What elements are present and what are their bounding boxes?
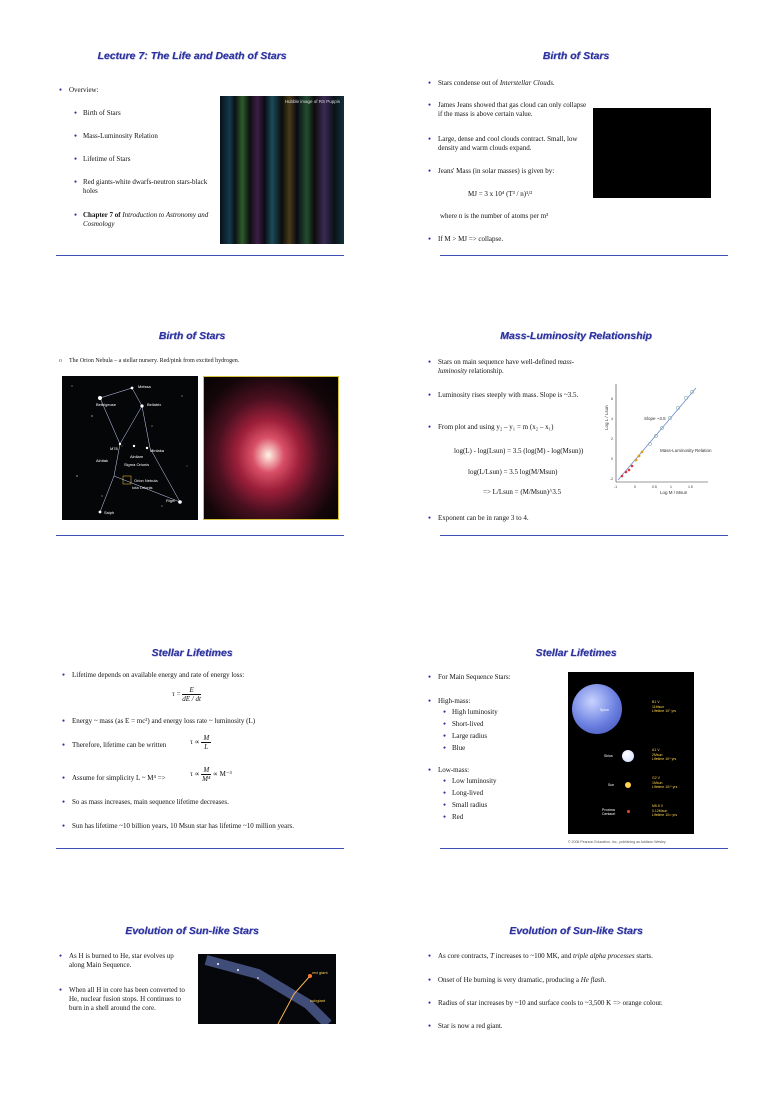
hr-diagram <box>198 954 336 1024</box>
label-sigma-orionis: Sigma Orionis <box>124 462 150 467</box>
relation-label: Mass-Luminosity Relation <box>660 448 712 453</box>
label-betelgeuse: Betelgeuse <box>96 402 117 407</box>
slide-title: Stellar Lifetimes <box>535 647 617 659</box>
bullet: ● Energy ~ mass (as E = mc²) and energy loss rate ~ luminosity (L) <box>72 717 255 726</box>
bullet: ● Overview: <box>69 86 99 95</box>
slide-rule <box>440 535 728 536</box>
slide-3 <box>0 280 384 560</box>
spica-star <box>572 684 622 734</box>
sub-bullet: ● Lifetime of Stars <box>83 155 130 164</box>
slide-title: Birth of Stars <box>542 50 610 62</box>
star-sizes-image <box>568 672 694 834</box>
label-mintaka: Mintaka <box>150 448 165 453</box>
bullet: ● Star is now a red giant. <box>438 1022 503 1031</box>
label-alnitak: Alnitak <box>96 458 109 463</box>
subgiant-label: subgiant <box>310 998 326 1003</box>
slide-rule <box>440 255 728 256</box>
bullet-1: ● Stars condense out of Interstellar Clouds. <box>438 79 555 88</box>
jeans-equation: MJ = 3 x 10⁴ (T³ / n)¹/² <box>468 190 533 198</box>
slide-title: Mass-Luminosity Relationship <box>500 330 652 342</box>
sub-bullet: ● Short-lived <box>452 720 484 729</box>
sub-bullet: ● Small radius <box>452 801 487 810</box>
slide-rule <box>56 535 344 536</box>
sun-label: Sun <box>608 783 615 787</box>
red-giant-label: red giant <box>312 970 328 975</box>
spica-info: B1 V 11Msun Lifetime 10⁷ yrs <box>652 700 677 713</box>
bullet: ● Luminosity rises steeply with mass. Slope is ~3.5. <box>438 391 583 400</box>
label-meissa: Meissa <box>138 384 151 389</box>
bullet-2: ● Onset of He burning is very dramatic, producing a He flash. <box>438 976 606 985</box>
x-tick: 0 <box>634 485 636 489</box>
spica-label: Spica <box>600 708 609 712</box>
sub-bullet-chapter: ● Chapter 7 of Introduction to Astronomy and Cosmology <box>83 211 218 229</box>
sirius-label: Sirius <box>604 754 613 758</box>
bullet: ● Jeans' Mass (in solar masses) is given by: <box>438 167 554 176</box>
bullet: ● For Main Sequence Stars: <box>438 673 511 682</box>
slide-6 <box>384 560 768 844</box>
tau-equation: τ = $\frac{E}{dE / dt}$ <box>172 686 201 703</box>
image-caption: Hubble image of RS Puppis <box>284 99 340 104</box>
lifetime-m3-equation: τ ∝ $\frac{M}{\text{M⁴}}$ ∝ M⁻³ <box>190 766 232 783</box>
slide-8 <box>384 840 768 1120</box>
slide-rule <box>56 255 344 256</box>
ml-equation-1: log(L) - log(Lsun) = 3.5 (log(M) - log(Msun)) <box>454 447 584 455</box>
x-tick: 1 <box>670 485 672 489</box>
label-alnilam: Alnilam <box>130 454 144 459</box>
sirius-star <box>622 750 634 762</box>
slide-title: Stellar Lifetimes <box>151 647 233 659</box>
sub-bullet: ● Mass-Luminosity Relation <box>83 132 158 141</box>
label-orion-nebula: Orion Nebula <box>134 478 158 483</box>
sirius-info: A1 V 2Msun Lifetime 10⁹ yrs <box>652 748 677 761</box>
sub-bullet: ● Low luminosity <box>452 777 497 786</box>
bullet: ● When all H in core has been converted to He, nuclear fusion stops. H continues to burn in a shell around the core. <box>69 986 189 1013</box>
y-tick: 2 <box>611 437 613 441</box>
sub-bullet: ● Red <box>452 813 463 822</box>
slide-2 <box>384 0 768 280</box>
y-tick: 0 <box>611 457 613 461</box>
bullet: ● High-mass: <box>438 697 470 706</box>
bullet: ● Large, dense and cool clouds contract. Small, low density and warm clouds expand. <box>438 135 588 153</box>
label-rigel: Rigel <box>166 498 176 503</box>
orion-nebula-image <box>203 376 339 520</box>
copyright: © 2006 Pearson Education, Inc., publishing as Addison Wesley <box>568 840 666 844</box>
bullet: ● Lifetime depends on available energy and rate of energy loss: <box>72 671 244 680</box>
orion-constellation-map <box>62 376 198 520</box>
label-bellatrix: Bellatrix <box>147 402 162 407</box>
label-m78: M78 <box>110 446 118 451</box>
slide-1 <box>0 0 384 280</box>
slide-title: Birth of Stars <box>158 330 226 342</box>
slide-7 <box>0 840 384 1120</box>
slope-label: Slope ~3.5 <box>644 416 666 421</box>
label-iota-orionis: Iota Orionis <box>132 485 153 490</box>
y-tick: -2 <box>610 477 614 481</box>
lifetime-ml-equation: τ ∝ $\frac{M}{L}$ <box>190 734 210 751</box>
sub-bullet: ● High luminosity <box>452 708 498 717</box>
bullet: ● From plot and using y₂ – y₁ = m (x₂ – x₁) <box>438 423 553 432</box>
x-axis-label: Log M / Msun <box>660 490 688 495</box>
bullet: ● Exponent can be in range 3 to 4. <box>438 514 529 523</box>
bullet: ● If M > MJ => collapse. <box>438 235 503 244</box>
equation-note: where n is the number of atoms per m³ <box>440 212 549 220</box>
x-tick: 0.5 <box>652 485 657 489</box>
bullet-1: ● As core contracts, T increases to ~100 MK, and triple alpha processes starts. <box>438 952 653 961</box>
slide-5 <box>0 560 384 840</box>
slide-title: Evolution of Sun-like Stars <box>509 925 643 937</box>
slide-title: Evolution of Sun-like Stars <box>125 925 259 937</box>
y-tick: 6 <box>611 397 613 401</box>
rs-puppis-image <box>220 96 344 244</box>
bullet: ● As H is burned to He, star evolves up along Main Sequence. <box>69 952 189 970</box>
bullet: o The Orion Nebula – a stellar nursery. Red/pink from excited hydrogen. <box>69 357 239 366</box>
sub-bullet: ● Blue <box>452 744 465 753</box>
ml-equation-3: => L/Lsun = (M/Msun)^3.5 <box>483 488 562 496</box>
cloud-image <box>593 108 711 198</box>
proxima-info: M5.5 V 0.12Msun Lifetime 10¹² yrs <box>652 804 678 817</box>
bullet: ● Therefore, lifetime can be written <box>72 741 166 750</box>
slide-4 <box>384 280 768 560</box>
label-saiph: Saiph <box>104 510 115 515</box>
proxima-star <box>627 810 630 813</box>
proxima-label: Proxima Centauri <box>602 808 616 816</box>
bullet: ● Assume for simplicity L ~ M⁴ => <box>72 774 166 783</box>
bullet: ● James Jeans showed that gas cloud can only collapse if the mass is above certain value. <box>438 101 588 119</box>
sub-bullet: ● Large radius <box>452 732 487 741</box>
bullet: ● Low-mass: <box>438 766 469 775</box>
sub-bullet: ● Long-lived <box>452 789 483 798</box>
mass-luminosity-plot <box>604 380 712 498</box>
x-tick: 1.5 <box>688 485 693 489</box>
bullet: ● Sun has lifetime ~10 billion years, 10 Msun star has lifetime ~10 million years. <box>72 822 294 831</box>
bullet: ● So as mass increases, main sequence lifetime decreases. <box>72 798 229 807</box>
sub-bullet: ● Birth of Stars <box>83 109 121 118</box>
x-tick: -1 <box>614 485 618 489</box>
bullet-1: ● Stars on main sequence have well-defined mass-luminosity relationship. <box>438 358 588 376</box>
slide-title: Lecture 7: The Life and Death of Stars <box>97 50 287 62</box>
sun-info: G2 V 1Msun Lifetime 10¹⁰ yrs <box>652 776 678 789</box>
ml-equation-2: log(L/Lsun) = 3.5 log(M/Msun) <box>468 468 558 476</box>
sun-star <box>625 782 631 788</box>
sub-bullet: ● Red giants-white dwarfs-neutron stars-black holes <box>83 178 218 196</box>
bullet: ● Radius of star increases by ~10 and surface cools to ~3,500 K => orange colour. <box>438 999 663 1008</box>
y-axis-label: Log L / Lsun <box>604 405 609 430</box>
y-tick: 4 <box>611 417 613 421</box>
